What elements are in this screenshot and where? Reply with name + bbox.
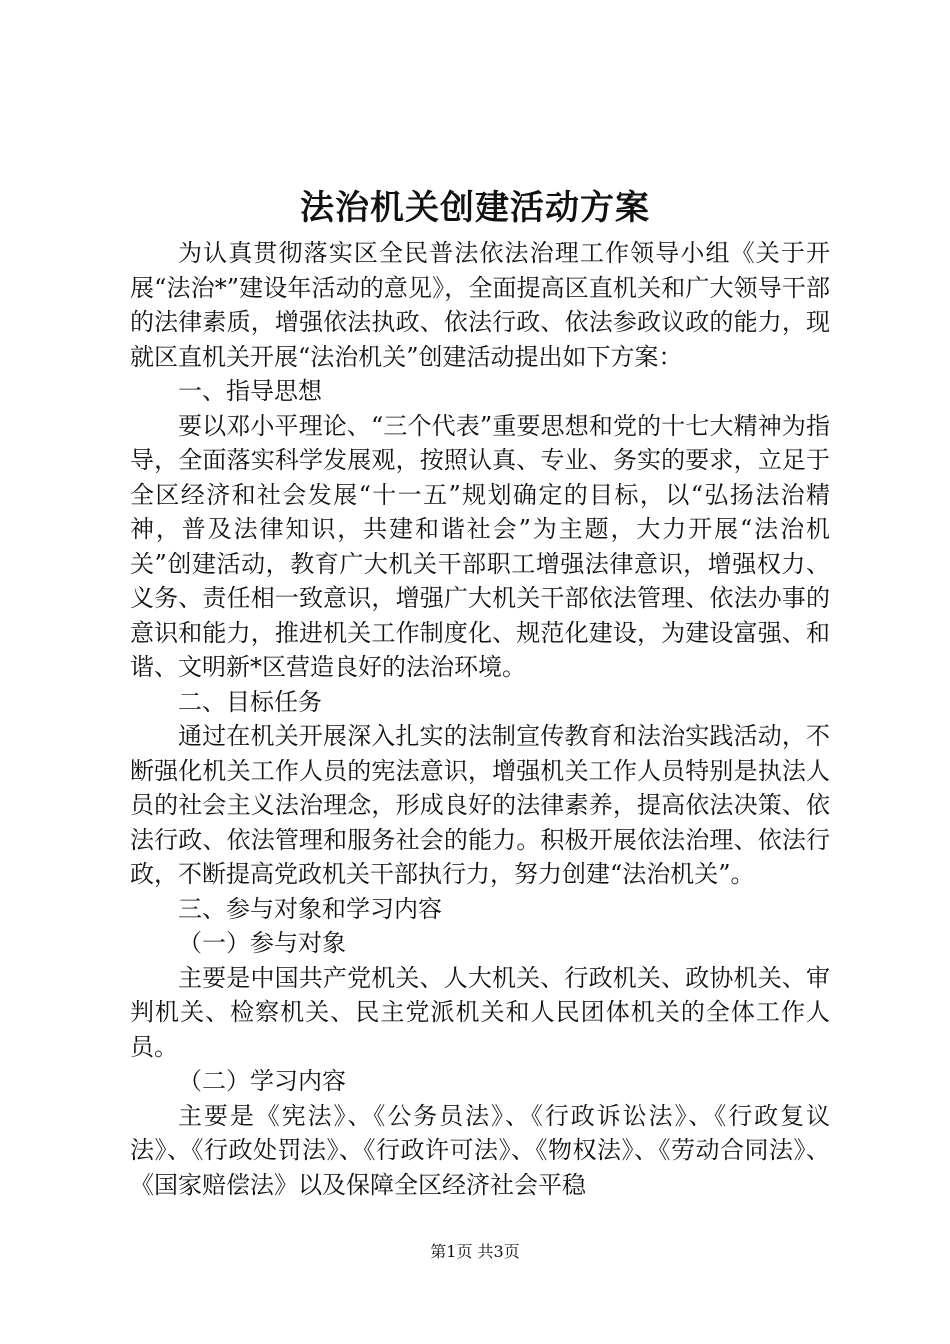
subsection-heading-participants: （一）参与对象 [178,929,346,957]
section-heading-participants-content: 三、参与对象和学习内容 [178,894,442,923]
page-footer: 第1页 共3页 [430,1242,520,1261]
section-heading-goals: 二、目标任务 [178,687,322,716]
paragraph-study-content: 主要是《宪法》、《公务员法》、《行政诉讼法》、《行政复议法》、《行政处罚法》、《行政许可法》、《物权法》、《劳动合同法》、《国家赔偿法》以及保障全区经济社会平稳 [130,1101,830,1199]
paragraph-guiding-ideology: 要以邓小平理论、“三个代表”重要思想和党的十七大精神为指导，全面落实科学发展观，按照认真、专业、务实的要求，立足于全区经济和社会发展“十一五”规划确定的目标，以“弘扬法治精神，普及法律知识，共建和谐社会”为主题，大力开展“法治机关”创建活动，教育广大机关干部职工增强法律意识，增强权力、义务、责任相一致意识，增强广大机关干部依法管理、依法办事的意识和能力，推进机关工作制度化、规范化建设，为建设富强、和谐、文明新*区营造良好的法治环境。 [130,411,830,681]
paragraph-intro: 为认真贯彻落实区全民普法依法治理工作领导小组《关于开展“法治*”建设年活动的意见》，全面提高区直机关和广大领导干部的法律素质，增强依法执政、依法行政、依法参政议政的能力，现就区直机关开展“法治机关”创建活动提出如下方案： [130,239,830,371]
subsection-heading-study-content: （二）学习内容 [178,1067,346,1095]
document-title: 法治机关创建活动方案 [300,188,650,228]
paragraph-goals: 通过在机关开展深入扎实的法制宣传教育和法治实践活动，不断强化机关工作人员的宪法意识，增强机关工作人员特别是执法人员的社会主义法治理念，形成良好的法律素养，提高依法决策、依法行政、依法管理和服务社会的能力。积极开展依法治理、依法行政，不断提高党政机关干部执行力，努力创建“法治机关”。 [130,722,830,888]
paragraph-participants: 主要是中国共产党机关、人大机关、行政机关、政协机关、审判机关、检察机关、民主党派机关和人民团体机关的全体工作人员。 [130,963,830,1061]
document-body [130,236,830,1202]
section-heading-guiding-ideology: 一、指导思想 [178,377,322,405]
